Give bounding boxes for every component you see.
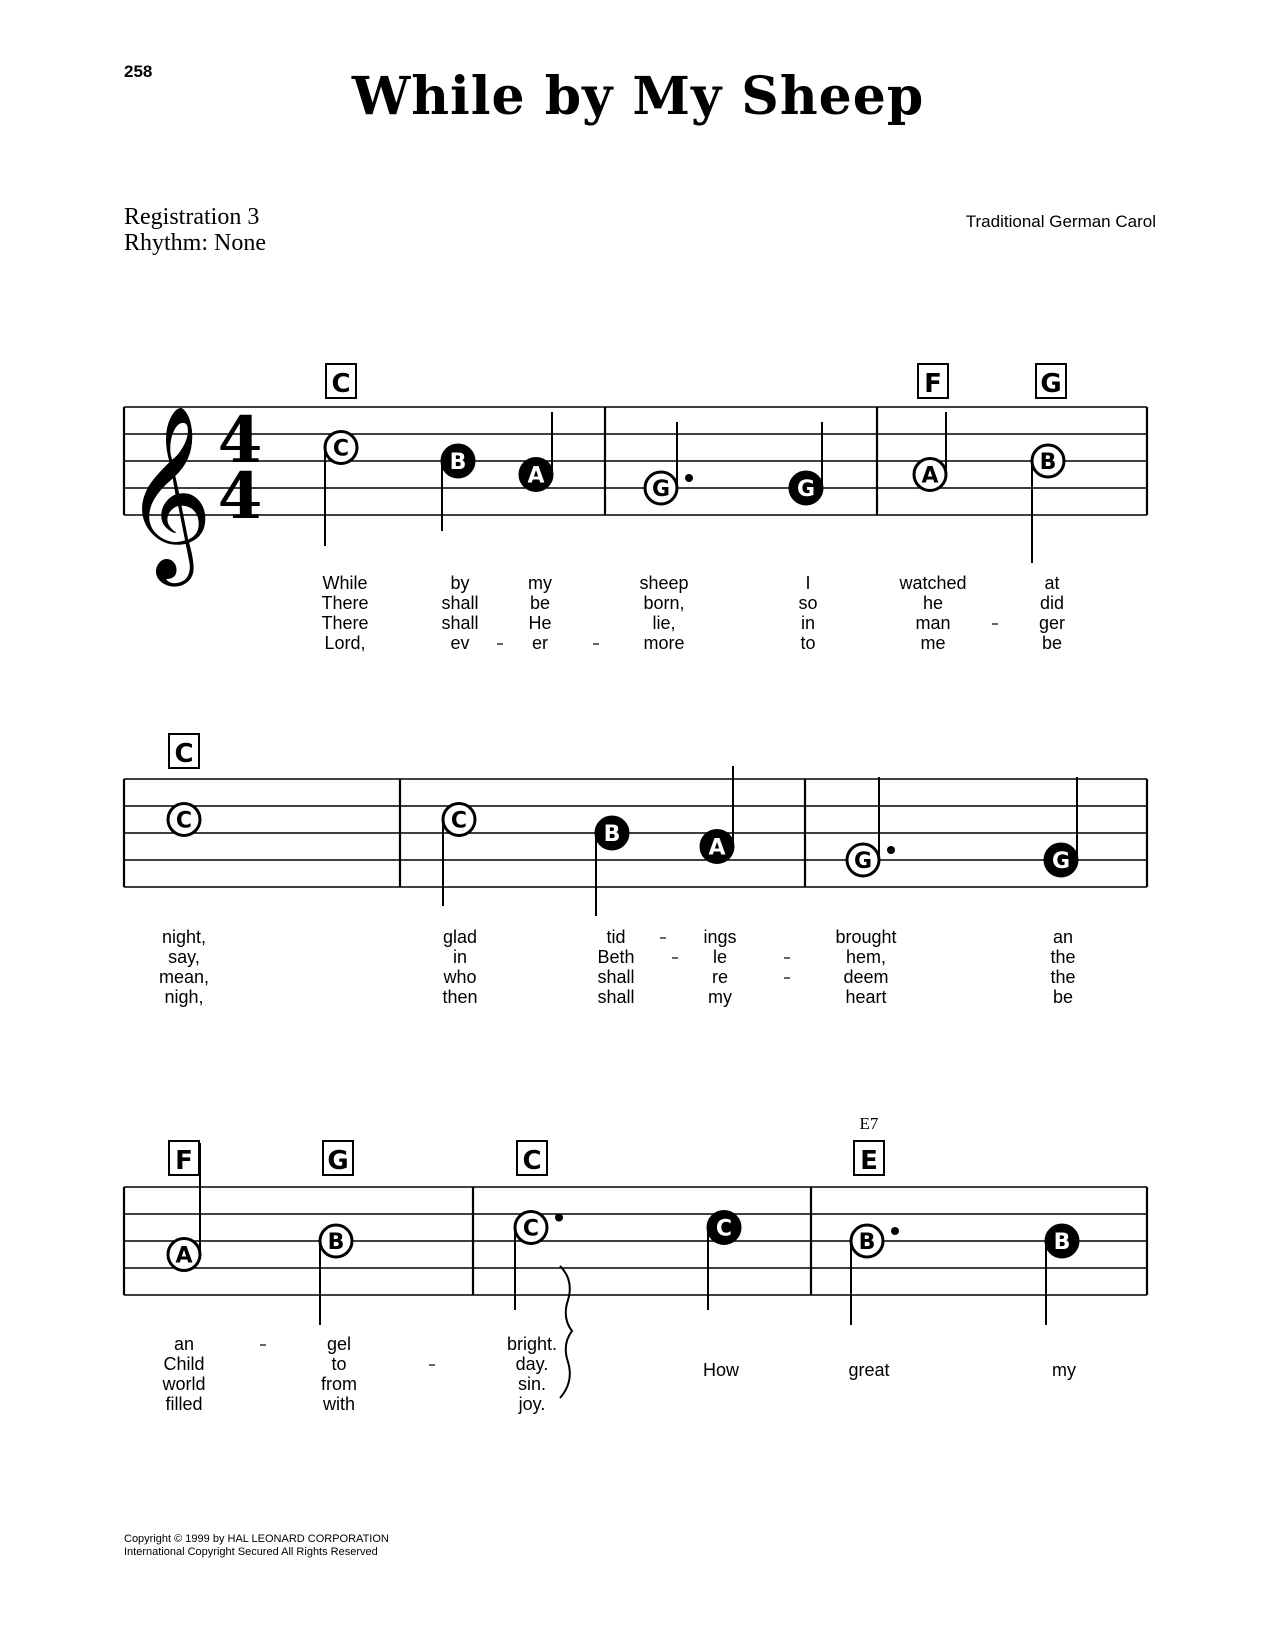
note-letter: G [853,849,873,874]
note-letter: G [1051,849,1071,874]
note-letter: B [858,1230,876,1255]
lyric-syllable: bright. [506,1334,558,1354]
lyric-syllable: heart [845,987,887,1007]
lyric-syllable: le [712,947,728,967]
lyric-syllable: more [643,633,685,653]
lyric-syllable: shall [597,967,635,987]
lyric-syllable: Child [163,1354,205,1374]
chord-extension: E7 [859,1114,879,1133]
lyric-syllable: shall [441,593,479,613]
composer-credit: Traditional German Carol [965,212,1156,231]
lyric-syllable: born, [643,593,685,613]
copyright-line-2: International Copyright Secured All Rights Reserved [124,1546,378,1558]
time-signature-bottom: 4 [217,459,263,534]
lyric-syllable: filled [165,1394,203,1414]
treble-clef-icon: 𝄞 [124,405,213,579]
chord-symbol: E [860,1146,878,1176]
note-letter: B [449,450,467,475]
dot-icon [891,1227,899,1235]
note-letter: C [332,436,350,462]
chord-symbol: F [175,1146,193,1176]
lyric-syllable: He [528,613,552,633]
note-letter: A [175,1243,193,1269]
lyric-syllable: brought [835,927,897,947]
lyric-syllable: er [531,633,549,653]
lyric-syllable: re [711,967,729,987]
lyric-syllable: watched [899,573,967,593]
lyric-syllable: hem, [845,947,887,967]
lyric-syllable: There [321,613,369,633]
lyric-syllable: mean, [158,967,210,987]
chord-symbol: G [1040,369,1062,399]
lyric-syllable: Lord, [324,633,366,653]
rhythm-label: Rhythm: None [124,230,266,256]
lyric-syllable: deem [843,967,889,987]
note-letter: A [527,463,545,489]
dot-icon [887,846,895,854]
lyric-syllable: day. [515,1354,549,1374]
copyright-notice [124,1533,389,1559]
lyric-syllable: me [920,633,946,653]
chord-symbol: C [522,1146,542,1176]
lyric-syllable: joy. [518,1394,546,1414]
lyric-syllable: Beth [597,947,635,967]
lyric-syllable: ev [450,633,470,653]
lyric-syllable: shall [597,987,635,1007]
lyric-syllable: from [321,1374,357,1394]
lyric-syllable: sin. [517,1374,547,1394]
lyric-syllable: tid [606,927,626,947]
note-letter: B [603,822,621,847]
lyric-syllable: the [1050,967,1076,987]
lyric-syllable: ings [703,927,737,947]
note-letter: A [921,463,939,489]
lyric-syllable: to [800,633,816,653]
lyric-syllable: did [1039,593,1065,613]
lyric-syllable: with [322,1394,356,1414]
lyric-syllable: ger [1038,613,1066,633]
lyric-syllable: my [708,987,732,1007]
lyric-syllable: be [1041,633,1063,653]
note-letter: B [327,1230,345,1255]
lyric-syllable: shall [441,613,479,633]
lyric-syllable: gel [326,1334,352,1354]
copyright-line-1: Copyright © 1999 by HAL LEONARD CORPORATION [124,1533,389,1545]
lyric-syllable: so [798,593,818,613]
page-number: 258 [124,62,153,81]
lyric-syllable: great [848,1360,890,1380]
lyric-syllable: night, [161,927,207,947]
note-letter: A [708,835,726,861]
lyric-syllable: then [442,987,478,1007]
registration-label: Registration 3 [124,204,260,230]
chord-symbol: G [327,1146,349,1176]
lyric-syllable: at [1044,573,1060,593]
lyric-syllable: lie, [652,613,676,633]
lyric-syllable: There [321,593,369,613]
note-letter: C [175,808,193,834]
lyric-syllable: While [322,573,368,593]
lyric-syllable: world [162,1374,206,1394]
note-letter: B [1039,450,1057,475]
note-letter: C [450,808,468,834]
time-signature-top: 4 [217,403,263,478]
note-letter: C [715,1216,733,1242]
lyric-syllable: I [805,573,811,593]
note-letter: G [651,477,671,502]
lyric-syllable: be [1052,987,1074,1007]
verse-brace-icon [560,1266,572,1398]
lyric-syllable: in [800,613,816,633]
lyric-syllable: How [702,1360,740,1380]
lyric-syllable: who [443,967,477,987]
lyric-syllable: an [173,1334,195,1354]
lyric-syllable: an [1052,927,1074,947]
chord-symbol: C [174,739,194,769]
chord-symbol: F [924,369,942,399]
note-letter: C [522,1216,540,1242]
lyric-syllable: man [915,613,951,633]
lyric-syllable: nigh, [164,987,204,1007]
lyric-syllable: glad [442,927,478,947]
lyric-syllable: he [922,593,944,613]
dot-icon [685,474,693,482]
lyric-syllable: be [529,593,551,613]
note-letter: G [796,477,816,502]
note-letter: B [1053,1230,1071,1255]
dot-icon [555,1214,563,1222]
lyric-syllable: to [331,1354,347,1374]
lyric-syllable: the [1050,947,1076,967]
lyric-syllable: say, [168,947,200,967]
lyric-syllable: sheep [639,573,689,593]
lyric-syllable: my [1052,1360,1076,1380]
song-title: While by My Sheep [351,66,925,127]
lyric-syllable: my [528,573,552,593]
lyric-syllable: in [452,947,468,967]
chord-symbol: C [331,369,351,399]
lyric-syllable: by [450,573,470,593]
